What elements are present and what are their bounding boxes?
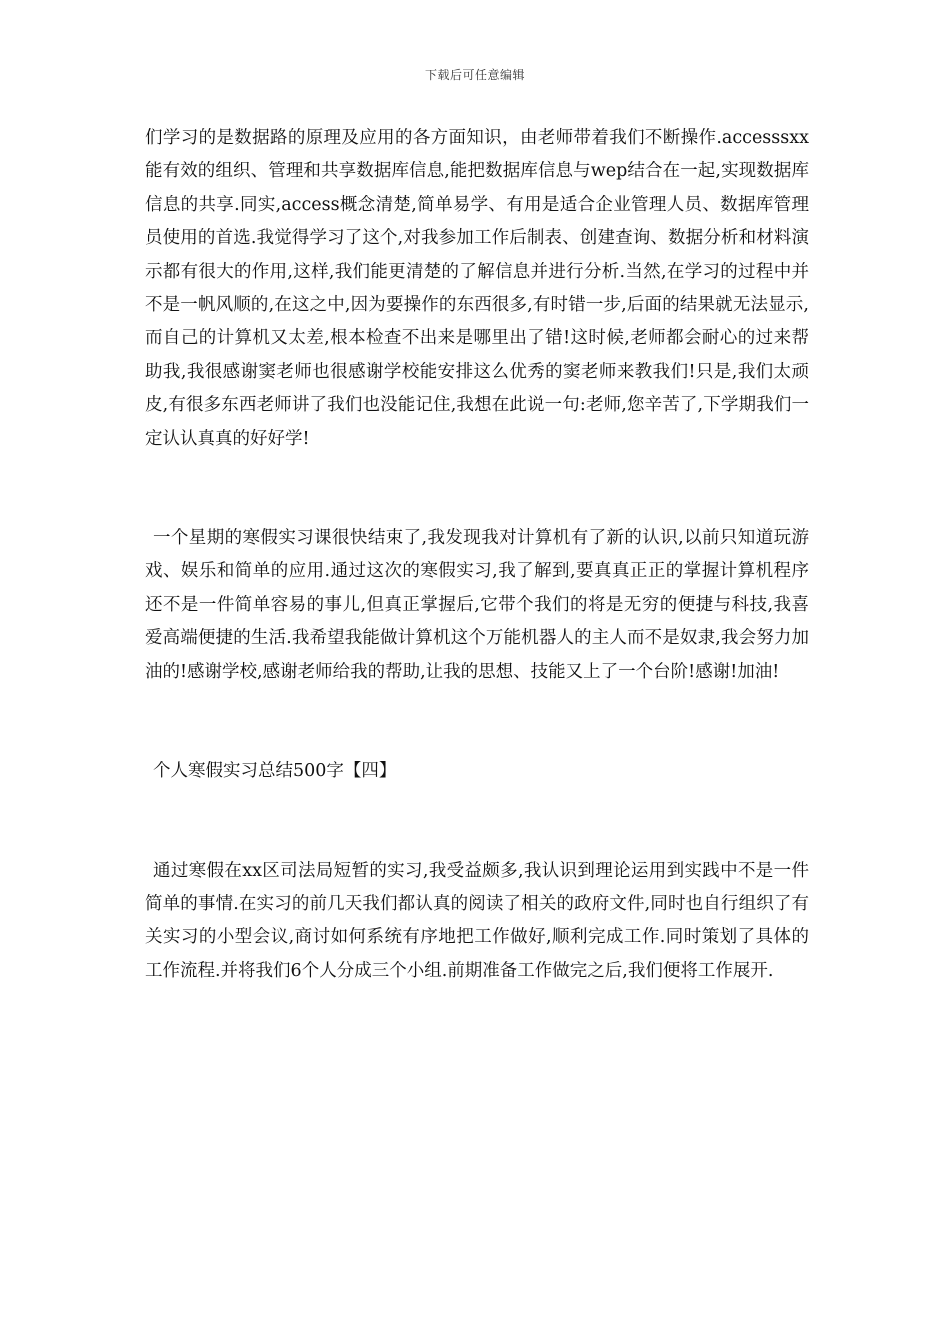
paragraph-2: 一个星期的寒假实习课很快结束了,我发现我对计算机有了新的认识,以前只知道玩游戏、娱乐和简单的应用.通过这次的寒假实习,我了解到,要真真正正的掌握计算机程序还不是一件简单容易的事儿,但真正掌握后,它带个我们的将是无穷的便捷与科技,我喜爱高端便捷的生活.我希望我能做计算机这个万能机器人的主人而不是奴隶,我会努力加油的!感谢学校,感谢老师给我的帮助,让我的思想、技能又上了一个台阶!感谢!加油! (145, 528, 809, 682)
section-heading: 个人寒假实习总结500字【四】 (153, 761, 397, 782)
section-paragraph: 通过寒假在xx区司法局短暂的实习,我受益颇多,我认识到理论运用到实践中不是一件简单的事情.在实习的前几天我们都认真的阅读了相关的政府文件,同时也自行组织了有关实习的小型会议,商讨如何系统有序地把工作做好,顺利完成工作.同时策划了具体的工作流程.并将我们6个人分成三个小组.前期准备工作做完之后,我们便将工作展开. (145, 860, 809, 981)
page-header-note: 下载后可任意编辑 (424, 68, 525, 82)
paragraph-1: 们学习的是数据路的原理及应用的各方面知识，由老师带着我们不断操作.accesssxx能有效的组织、管理和共享数据库信息,能把数据库信息与wep结合在一起,实现数据库信息的共享.同实,access概念清楚,简单易学、有用是适合企业管理人员、数据库管理员使用的首选.我觉得学习了这个,对我参加工作后制表、创建查询、数据分析和材料演示都有很大的作用,这样,我们能更清楚的了解信息并进行分析.当然,在学习的过程中并不是一帆风顺的,在这之中,因为要操作的东西很多,有时错一步,后面的结果就无法显示,而自己的计算机又太差,根本检查不出来是哪里出了错!这时候,老师都会耐心的过来帮助我,我很感谢窦老师也很感谢学校能安排这么优秀的窦老师来教我们!只是,我们太顽皮,有很多东西老师讲了我们也没能记住,我想在此说一句:老师,您辛苦了,下学期我们一定认认真真的好好学! (145, 128, 809, 449)
document-body (145, 122, 809, 988)
